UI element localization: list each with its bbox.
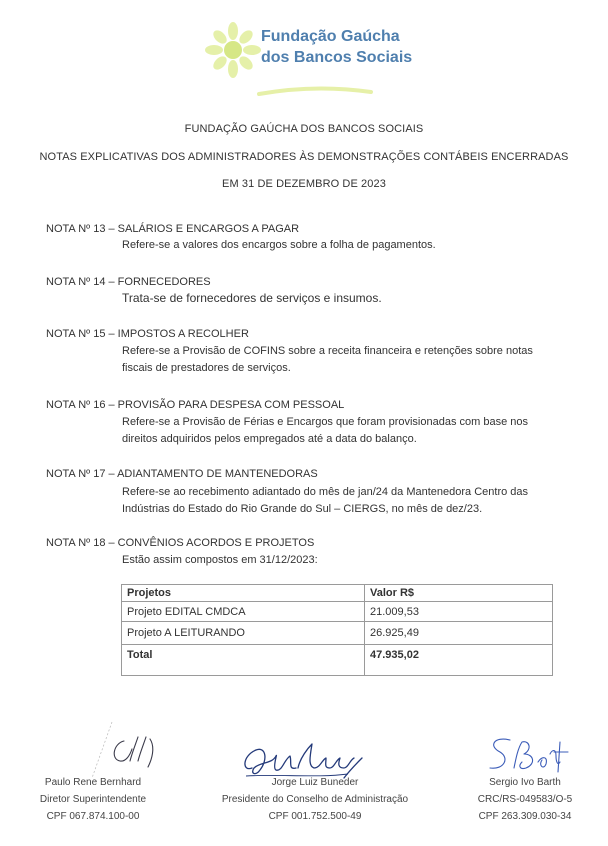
signatory-role: CRC/RS-049583/O-5 <box>477 794 573 805</box>
column-header-value: Valor R$ <box>365 585 553 602</box>
signature-block-sergio <box>445 774 605 825</box>
note-title: NOTA Nº 18 – CONVÊNIOS ACORDOS E PROJETOS <box>46 537 315 549</box>
table-row <box>122 622 553 645</box>
signatory-role: Presidente do Conselho de Administração <box>221 794 409 805</box>
header-subtitle: NOTAS EXPLICATIVAS DOS ADMINISTRADORES ÀS DEMONSTRAÇÕES CONTÁBEIS ENCERRADAS <box>39 151 569 163</box>
logo-line-1: Fundação Gaúcha <box>261 28 400 45</box>
swoosh-icon <box>255 82 375 102</box>
total-label-cell: Total <box>122 645 365 676</box>
note-title: NOTA Nº 16 – PROVISÃO PARA DESPESA COM PESSOAL <box>46 399 345 411</box>
note-title: NOTA Nº 17 – ADIANTAMENTO DE MANTENEDORAS <box>46 468 318 480</box>
signature-paulo-image <box>108 733 166 771</box>
signatory-document: CPF 001.752.500-49 <box>268 811 362 822</box>
note-title: NOTA Nº 13 – SALÁRIOS E ENCARGOS A PAGAR <box>46 223 300 235</box>
header-date: EM 31 DE DEZEMBRO DE 2023 <box>222 178 386 190</box>
signatory-name: Paulo Rene Bernhard <box>44 777 142 788</box>
header-title: FUNDAÇÃO GAÚCHA DOS BANCOS SOCIAIS <box>184 123 424 135</box>
signatory-name: Sergio Ivo Barth <box>489 777 561 788</box>
note-body: Trata-se de fornecedores de serviços e insumos. <box>122 291 382 305</box>
table-row <box>122 602 553 622</box>
note-title: NOTA Nº 15 – IMPOSTOS A RECOLHER <box>46 328 249 340</box>
note-body: Refere-se ao recebimento adiantado do mês de jan/24 da Mantenedora Centro das Indústrias do Estado do Rio Grande do Sul – CIERGS, no mês de dez/23. <box>122 486 529 515</box>
foundation-logo <box>205 22 465 82</box>
column-header-projects: Projetos <box>122 585 365 602</box>
signatory-role: Diretor Superintendente <box>39 794 147 805</box>
signatory-document: CPF 067.874.100-00 <box>46 811 140 822</box>
logo-text <box>261 26 412 68</box>
signatory-name: Jorge Luiz Buneder <box>271 777 359 788</box>
project-value-cell: 21.009,53 <box>365 602 553 622</box>
project-value-cell: 26.925,49 <box>365 622 553 645</box>
signature-block-paulo <box>8 774 178 825</box>
sunflower-logo-icon <box>205 22 261 78</box>
signature-block-jorge <box>205 774 425 825</box>
signatory-document: CPF 263.309.030-34 <box>478 811 572 822</box>
total-value-cell: 47.935,02 <box>365 645 553 676</box>
projects-table <box>121 584 553 676</box>
project-name-cell: Projeto A LEITURANDO <box>122 622 365 645</box>
project-name-cell: Projeto EDITAL CMDCA <box>122 602 365 622</box>
note-body: Estão assim compostos em 31/12/2023: <box>122 554 318 566</box>
table-header-row <box>122 585 553 602</box>
note-body: Refere-se a valores dos encargos sobre a folha de pagamentos. <box>122 239 436 251</box>
note-body: Refere-se a Provisão de Férias e Encargos que foram provisionadas com base nos direitos adquiridos pelos empregados até a data do balanço. <box>122 416 528 445</box>
note-body: Refere-se a Provisão de COFINS sobre a receita financeira e retenções sobre notas fiscais de prestadores de serviços. <box>122 345 533 374</box>
table-total-row <box>122 645 553 676</box>
note-title: NOTA Nº 14 – FORNECEDORES <box>46 276 211 288</box>
logo-line-2: dos Bancos Sociais <box>261 49 413 66</box>
